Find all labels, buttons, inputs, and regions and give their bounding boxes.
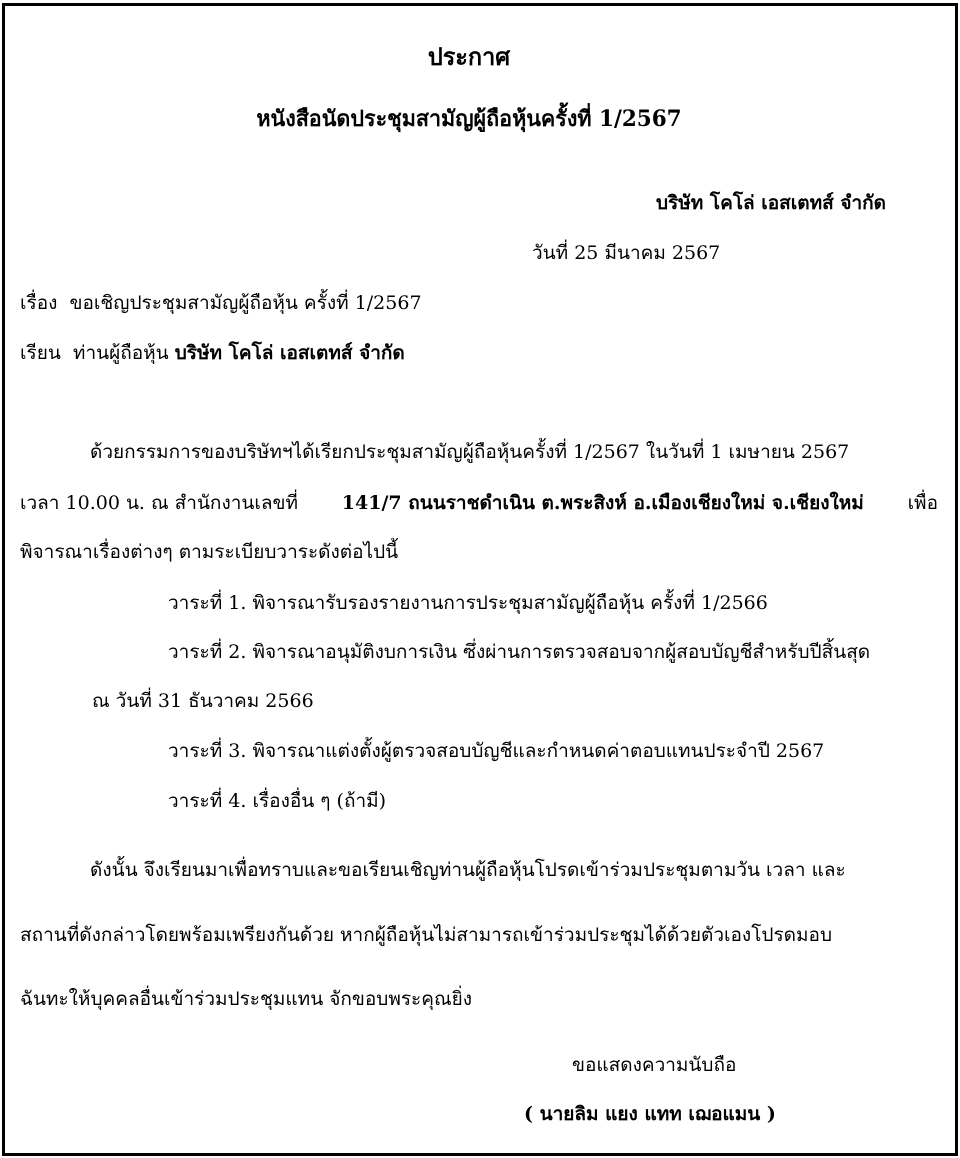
company-name: บริษัท โคโล่ เอสเตทส์ จำกัด <box>655 192 886 214</box>
agenda-item-2: วาระที่ 2. พิจารณาอนุมัติงบการเงิน ซึ่งผ่านการตรวจสอบจากผู้สอบบัญชีสำหรับปีสิ้นสุด <box>168 641 871 663</box>
document-subtitle: หนังสือนัดประชุมสามัญผู้ถือหุ้นครั้งที่ 1/2567 <box>256 106 682 132</box>
document-date: วันที่ 25 มีนาคม 2567 <box>532 242 721 264</box>
recipient-company: บริษัท โคโล่ เอสเตทส์ จำกัด <box>174 342 405 364</box>
intro-line-3: พิจารณาเรื่องต่างๆ ตามระเบียบวาระดังต่อไปนี้ <box>20 541 399 563</box>
recipient-text: ท่านผู้ถือหุ้น <box>72 342 169 364</box>
intro-purpose: เพื่อ <box>907 492 938 514</box>
document-border <box>2 3 958 1156</box>
agenda-item-4: วาระที่ 4. เรื่องอื่น ๆ (ถ้ามี) <box>168 790 387 812</box>
document-title: ประกาศ <box>427 42 511 71</box>
closing-line-2: สถานที่ดังกล่าวโดยพร้อมเพรียงกันด้วย หากผู้ถือหุ้นไม่สามารถเข้าร่วมประชุมได้ด้วยตัวเองโปรดมอบ <box>20 924 833 946</box>
closing-line-3: ฉันทะให้บุคคลอื่นเข้าร่วมประชุมแทน จักขอบพระคุณยิ่ง <box>20 988 473 1010</box>
intro-time-place: เวลา 10.00 น. ณ สำนักงานเลขที่ <box>20 492 299 514</box>
agenda-item-1: วาระที่ 1. พิจารณารับรองรายงานการประชุมสามัญผู้ถือหุ้น ครั้งที่ 1/2566 <box>168 592 768 614</box>
subject-label: เรื่อง <box>20 292 58 314</box>
signatory-name: ( นายลิม แยง แทท เฌอแมน ) <box>524 1103 776 1125</box>
intro-line-1: ด้วยกรรมการของบริษัทฯได้เรียกประชุมสามัญผู้ถือหุ้นครั้งที่ 1/2567 ในวันที่ 1 เมษายน 2567 <box>90 441 850 463</box>
closing-line-1: ดังนั้น จึงเรียนมาเพื่อทราบและขอเรียนเชิญท่านผู้ถือหุ้นโปรดเข้าร่วมประชุมตามวัน เวลา และ <box>90 859 846 881</box>
regards: ขอแสดงความนับถือ <box>572 1054 737 1076</box>
subject-line <box>20 290 422 316</box>
recipient-label: เรียน <box>20 342 61 364</box>
intro-line-2 <box>20 490 938 516</box>
meeting-address: 141/7 ถนนราชดำเนิน ต.พระสิงห์ อ.เมืองเชียงใหม่ จ.เชียงใหม่ <box>341 492 864 514</box>
subject-text: ขอเชิญประชุมสามัญผู้ถือหุ้น ครั้งที่ 1/2567 <box>69 292 422 314</box>
agenda-item-2-continuation: ณ วันที่ 31 ธันวาคม 2566 <box>92 690 314 712</box>
agenda-item-3: วาระที่ 3. พิจารณาแต่งตั้งผู้ตรวจสอบบัญชีและกำหนดค่าตอบแทนประจำปี 2567 <box>168 740 825 762</box>
recipient-line <box>20 340 405 366</box>
